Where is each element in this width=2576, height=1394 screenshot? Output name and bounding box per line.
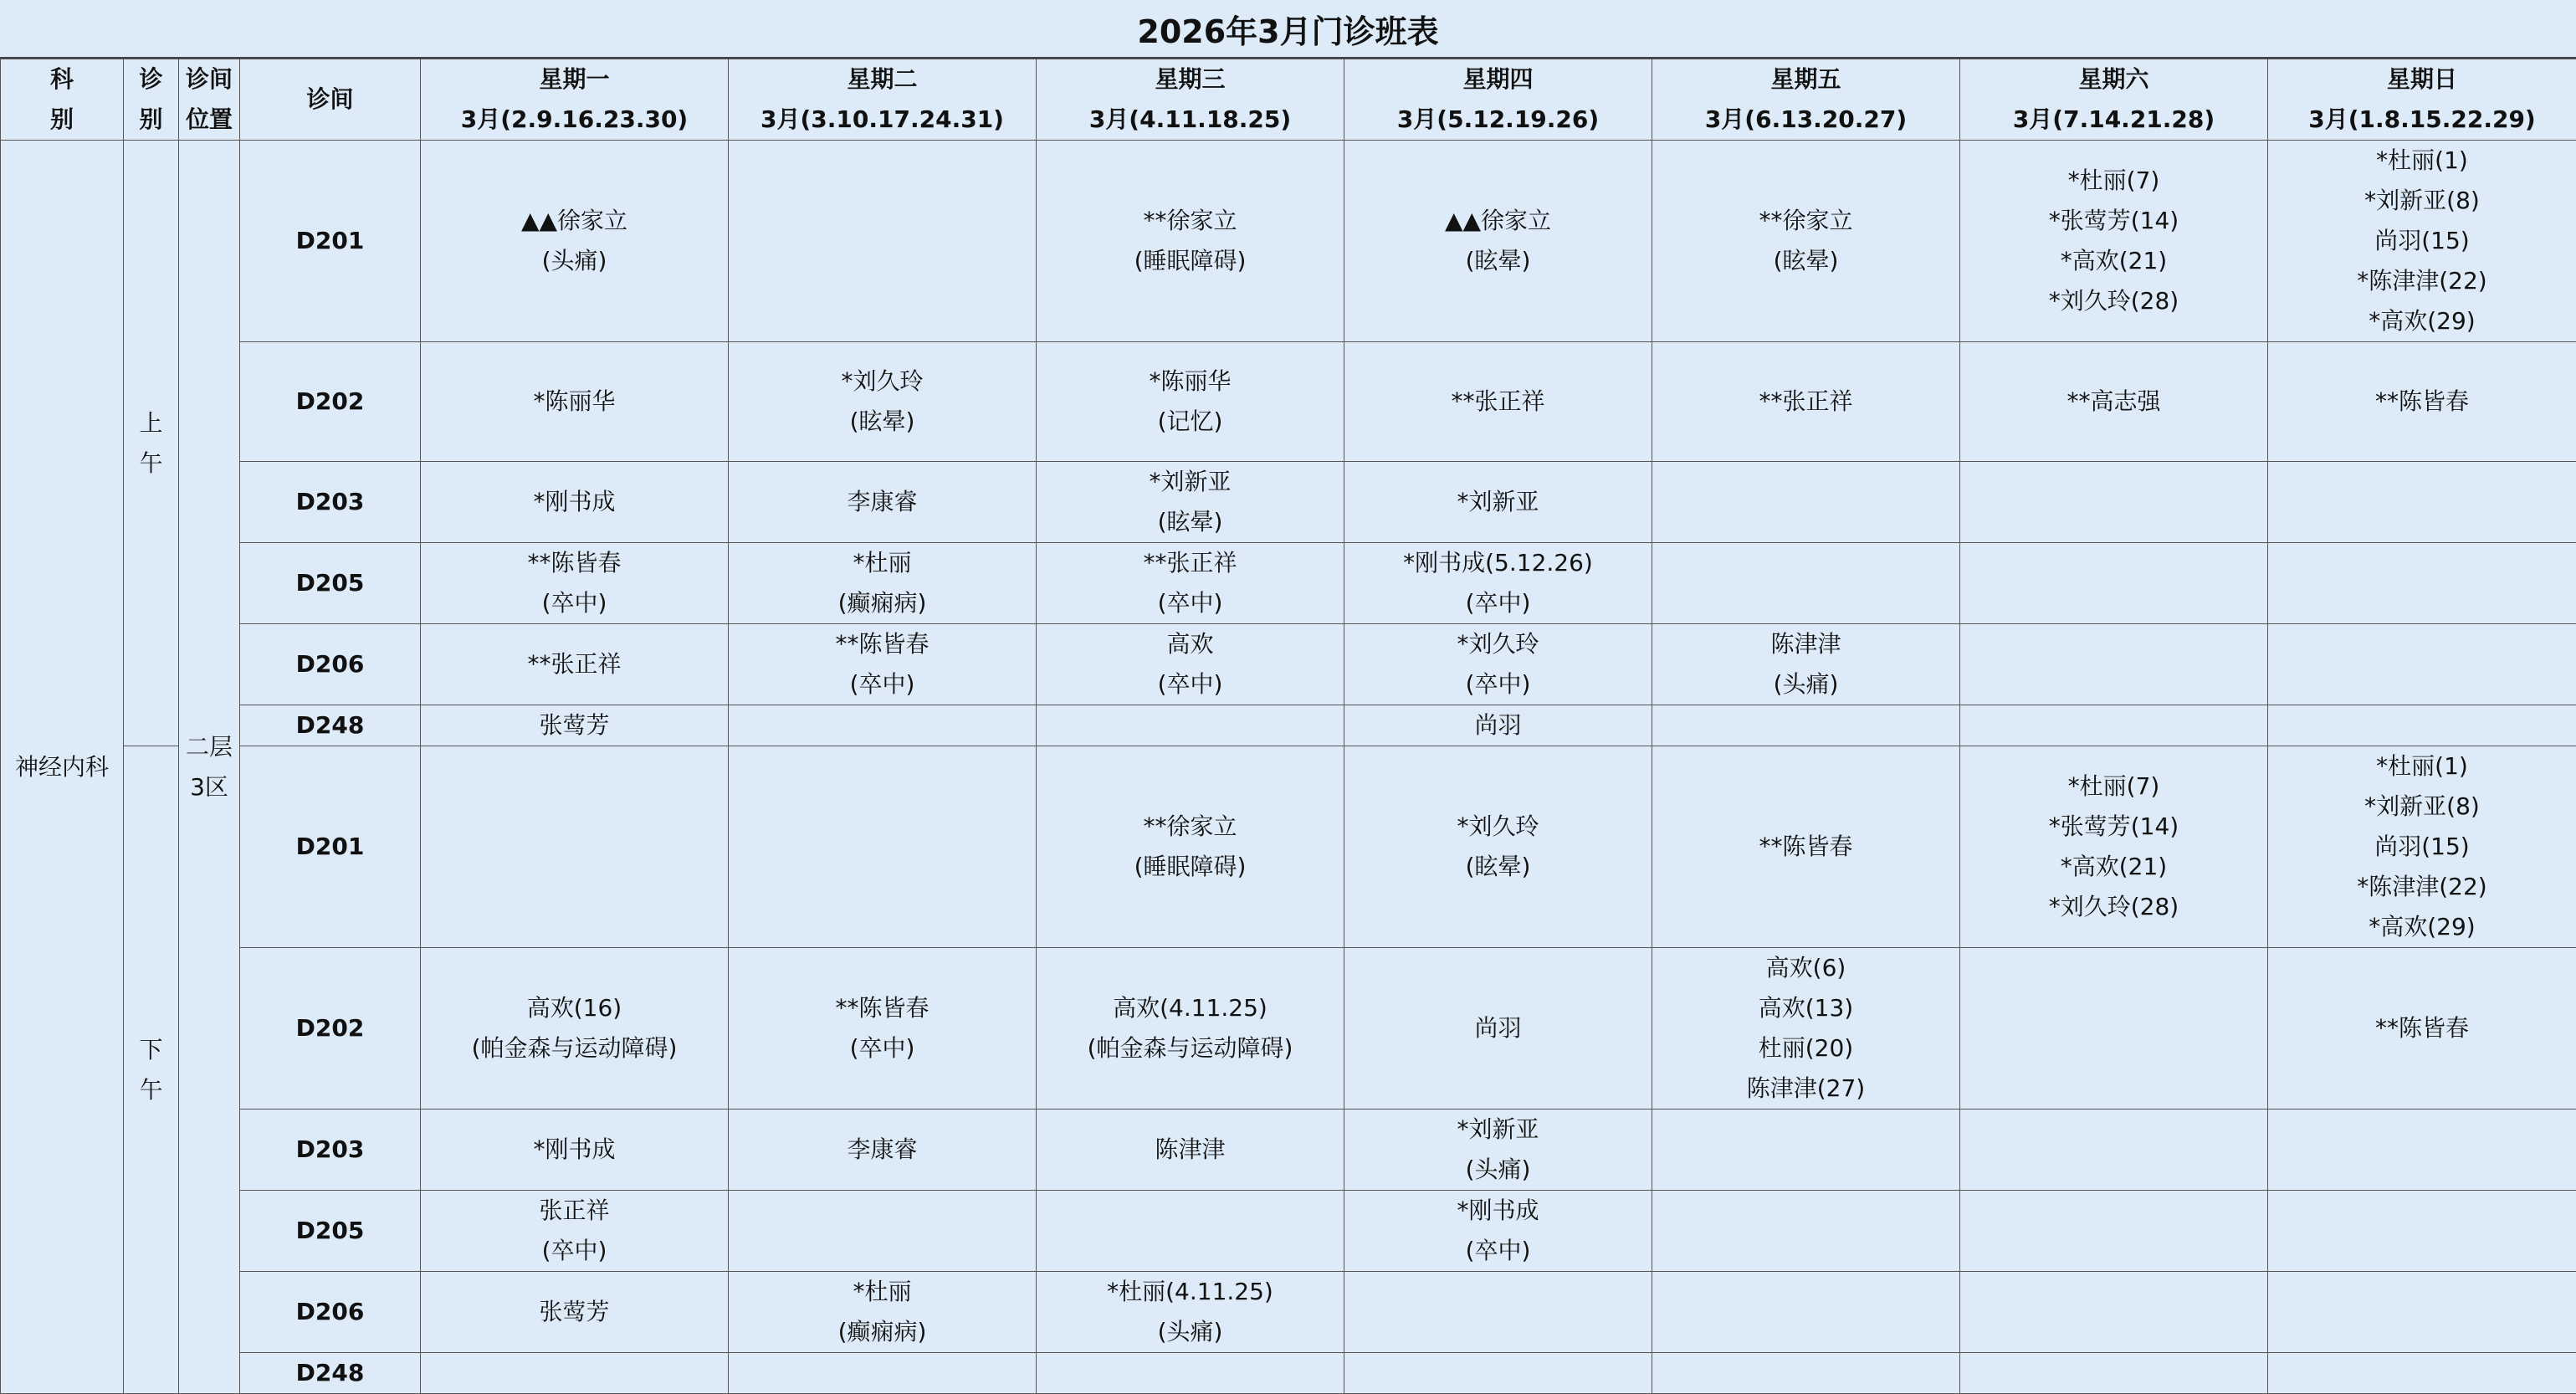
day-dates: 3月(4.11.18.25) [1037, 100, 1344, 140]
schedule-cell [2268, 948, 2576, 1110]
schedule-cell [1960, 1272, 2268, 1353]
header-day [1960, 59, 2268, 141]
cell-line: *刘新亚 [1037, 462, 1344, 502]
room-cell: D206 [240, 1272, 421, 1353]
day-name: 星期日 [2268, 59, 2576, 100]
cell-line: *刘久玲 [1344, 807, 1652, 847]
schedule-cell [421, 342, 729, 462]
cell-line: **张正祥 [1344, 382, 1652, 422]
schedule-cell [1652, 1191, 1960, 1272]
cell-line: (帕金森与运动障碍) [421, 1028, 728, 1069]
cell-line: (睡眠障碍) [1037, 847, 1344, 887]
schedule-cell [1652, 746, 1960, 948]
cell-line: (卒中) [1344, 583, 1652, 623]
room-cell: D205 [240, 543, 421, 624]
schedule-cell [421, 1272, 729, 1353]
header-day [2268, 59, 2576, 141]
schedule-cell [1652, 1272, 1960, 1353]
room-cell: D206 [240, 624, 421, 705]
table-row [1, 543, 2576, 624]
cell-line: (帕金森与运动障碍) [1037, 1028, 1344, 1069]
day-dates: 3月(2.9.16.23.30) [421, 100, 728, 140]
cell-line: *刘久玲(28) [1960, 887, 2267, 927]
schedule-cell [1960, 462, 2268, 543]
cell-line: (卒中) [1344, 1231, 1652, 1271]
schedule-cell [2268, 746, 2576, 948]
cell-line: *杜丽(7) [1960, 766, 2267, 807]
schedule-cell [1960, 1191, 2268, 1272]
cell-line: 尚羽 [1344, 705, 1652, 746]
cell-line: 高欢(6) [1652, 948, 1959, 988]
cell-line: *刘新亚 [1344, 1110, 1652, 1150]
day-name: 星期二 [729, 59, 1036, 100]
schedule-cell [1652, 705, 1960, 746]
cell-line: 诊间 [179, 59, 239, 100]
schedule-cell [1652, 1110, 1960, 1191]
cell-line: 李康睿 [729, 1130, 1036, 1170]
schedule-cell [421, 1353, 729, 1394]
cell-line: 午 [124, 443, 178, 484]
day-dates: 3月(6.13.20.27) [1652, 100, 1959, 140]
cell-line: **陈皆春 [421, 543, 728, 583]
cell-line: *高欢(29) [2268, 301, 2576, 341]
schedule-cell [1344, 342, 1652, 462]
cell-line: (卒中) [1344, 664, 1652, 705]
cell-line: **陈皆春 [729, 624, 1036, 664]
schedule-cell [729, 624, 1037, 705]
room-cell: D201 [240, 746, 421, 948]
schedule-cell [1652, 624, 1960, 705]
schedule-cell [1652, 141, 1960, 342]
schedule-cell [1960, 746, 2268, 948]
session-label [124, 746, 179, 1394]
schedule-cell [1960, 141, 2268, 342]
schedule-cell [421, 624, 729, 705]
cell-line: 张莺芳 [421, 1292, 728, 1332]
cell-line: **高志强 [1960, 382, 2267, 422]
cell-line: *刚书成(5.12.26) [1344, 543, 1652, 583]
schedule-cell [1037, 342, 1344, 462]
schedule-cell [1344, 948, 1652, 1110]
schedule-cell [1960, 342, 2268, 462]
room-cell: D203 [240, 1110, 421, 1191]
table-row [1, 624, 2576, 705]
cell-line: *杜丽 [729, 543, 1036, 583]
cell-line: 科 [1, 59, 123, 100]
header-day [1652, 59, 1960, 141]
schedule-cell [1344, 1110, 1652, 1191]
cell-line: 上 [124, 403, 178, 443]
cell-line: *陈丽华 [421, 382, 728, 422]
cell-line: (睡眠障碍) [1037, 241, 1344, 281]
schedule-cell [421, 705, 729, 746]
cell-line: *刘久玲 [729, 361, 1036, 402]
cell-line: (眩晕) [1344, 847, 1652, 887]
schedule-cell [2268, 705, 2576, 746]
cell-line: 位置 [179, 100, 239, 140]
table-row [1, 705, 2576, 746]
header-location [179, 59, 240, 141]
header-room: 诊间 [240, 59, 421, 141]
schedule-cell [1960, 948, 2268, 1110]
schedule-cell [729, 705, 1037, 746]
cell-line: *刘新亚(8) [2268, 787, 2576, 827]
table-row [1, 1353, 2576, 1394]
cell-line: **陈皆春 [1652, 827, 1959, 867]
schedule-cell [729, 141, 1037, 342]
cell-line: (头痛) [1652, 664, 1959, 705]
cell-line: *张莺芳(14) [1960, 807, 2267, 847]
schedule-cell [729, 948, 1037, 1110]
schedule-cell [421, 948, 729, 1110]
schedule-cell [2268, 342, 2576, 462]
cell-line: (卒中) [421, 1231, 728, 1271]
schedule-cell [1960, 705, 2268, 746]
schedule-cell [2268, 462, 2576, 543]
cell-line: *杜丽 [729, 1272, 1036, 1312]
cell-line: (卒中) [729, 664, 1036, 705]
cell-line: ▲▲徐家立 [1344, 201, 1652, 241]
cell-line: *刘久玲(28) [1960, 281, 2267, 321]
schedule-cell [421, 462, 729, 543]
header-row [1, 59, 2576, 141]
table-row [1, 1191, 2576, 1272]
schedule-cell [2268, 1110, 2576, 1191]
cell-line: **徐家立 [1037, 807, 1344, 847]
day-name: 星期六 [1960, 59, 2267, 100]
cell-line: *高欢(21) [1960, 241, 2267, 281]
cell-line: **张正祥 [1652, 382, 1959, 422]
cell-line: *杜丽(1) [2268, 746, 2576, 787]
schedule-cell [2268, 1191, 2576, 1272]
department-cell: 神经内科 [1, 141, 124, 1394]
room-cell: D248 [240, 705, 421, 746]
schedule-cell [1960, 543, 2268, 624]
cell-line: 下 [124, 1030, 178, 1070]
cell-line: *杜丽(1) [2268, 141, 2576, 181]
schedule-cell [729, 1272, 1037, 1353]
schedule-table [0, 59, 2576, 1394]
cell-line: 陈津津(27) [1652, 1069, 1959, 1109]
schedule-cell [1344, 624, 1652, 705]
schedule-cell [1344, 462, 1652, 543]
cell-line: (眩晕) [1037, 502, 1344, 542]
schedule-cell [421, 141, 729, 342]
cell-line: 诊 [124, 59, 178, 100]
cell-line: **陈皆春 [2268, 382, 2576, 422]
cell-line: (头痛) [421, 241, 728, 281]
room-cell: D205 [240, 1191, 421, 1272]
cell-line: 陈津津 [1037, 1130, 1344, 1170]
schedule-cell [1344, 705, 1652, 746]
schedule-cell [1037, 746, 1344, 948]
table-row [1, 1272, 2576, 1353]
day-name: 星期三 [1037, 59, 1344, 100]
cell-line: *杜丽(4.11.25) [1037, 1272, 1344, 1312]
schedule-cell [729, 543, 1037, 624]
schedule-cell [1037, 705, 1344, 746]
schedule-cell [729, 342, 1037, 462]
table-row [1, 342, 2576, 462]
header-dept [1, 59, 124, 141]
schedule-cell [1652, 342, 1960, 462]
day-dates: 3月(3.10.17.24.31) [729, 100, 1036, 140]
cell-line: 高欢(16) [421, 988, 728, 1028]
cell-line: *刚书成 [1344, 1191, 1652, 1231]
room-cell: D202 [240, 948, 421, 1110]
cell-line: (头痛) [1344, 1150, 1652, 1190]
cell-line: **陈皆春 [729, 988, 1036, 1028]
cell-line: 高欢(13) [1652, 988, 1959, 1028]
cell-line: **张正祥 [1037, 543, 1344, 583]
day-name: 星期一 [421, 59, 728, 100]
day-dates: 3月(7.14.21.28) [1960, 100, 2267, 140]
header-day [1037, 59, 1344, 141]
schedule-cell [1652, 1353, 1960, 1394]
cell-line: *陈津津(22) [2268, 261, 2576, 301]
schedule-cell [1037, 462, 1344, 543]
cell-line: (卒中) [729, 1028, 1036, 1069]
day-dates: 3月(1.8.15.22.29) [2268, 100, 2576, 140]
header-day [1344, 59, 1652, 141]
cell-line: **徐家立 [1652, 201, 1959, 241]
schedule-cell [1652, 462, 1960, 543]
day-name: 星期五 [1652, 59, 1959, 100]
day-dates: 3月(5.12.19.26) [1344, 100, 1652, 140]
cell-line: (眩晕) [1344, 241, 1652, 281]
cell-line: ▲▲徐家立 [421, 201, 728, 241]
schedule-cell [1037, 1272, 1344, 1353]
cell-line: **陈皆春 [2268, 1008, 2576, 1048]
day-name: 星期四 [1344, 59, 1652, 100]
schedule-cell [421, 1110, 729, 1191]
cell-line: 3区 [179, 767, 239, 807]
schedule-cell [421, 543, 729, 624]
schedule-cell [2268, 543, 2576, 624]
schedule-cell [1960, 1110, 2268, 1191]
schedule-cell [1344, 141, 1652, 342]
cell-line: *陈丽华 [1037, 361, 1344, 402]
schedule-cell [729, 1110, 1037, 1191]
cell-line: 尚羽(15) [2268, 827, 2576, 867]
cell-line: **张正祥 [421, 644, 728, 684]
cell-line: 午 [124, 1070, 178, 1110]
schedule-cell [421, 1191, 729, 1272]
schedule-cell [2268, 1353, 2576, 1394]
cell-line: *高欢(29) [2268, 907, 2576, 947]
cell-line: 陈津津 [1652, 624, 1959, 664]
schedule-cell [1344, 1353, 1652, 1394]
schedule-cell [1037, 1191, 1344, 1272]
cell-line: *高欢(21) [1960, 847, 2267, 887]
cell-line: (卒中) [421, 583, 728, 623]
session-label [124, 141, 179, 746]
cell-line: *刘新亚 [1344, 482, 1652, 522]
cell-line: **徐家立 [1037, 201, 1344, 241]
cell-line: 杜丽(20) [1652, 1028, 1959, 1069]
table-row [1, 141, 2576, 342]
schedule-cell [729, 1191, 1037, 1272]
schedule-cell [1344, 746, 1652, 948]
cell-line: *刚书成 [421, 1130, 728, 1170]
schedule-cell [1037, 1353, 1344, 1394]
table-row [1, 1110, 2576, 1191]
header-day [729, 59, 1037, 141]
schedule-cell [1037, 141, 1344, 342]
page-title: 2026年3月门诊班表 [0, 0, 2576, 59]
room-cell: D202 [240, 342, 421, 462]
schedule-cell [1960, 624, 2268, 705]
table-row [1, 948, 2576, 1110]
schedule-cell [1037, 624, 1344, 705]
schedule-cell [1344, 1272, 1652, 1353]
cell-line: (卒中) [1037, 664, 1344, 705]
cell-line: 尚羽(15) [2268, 221, 2576, 261]
cell-line: *陈津津(22) [2268, 867, 2576, 907]
schedule-cell [1344, 543, 1652, 624]
header-day [421, 59, 729, 141]
table-row [1, 746, 2576, 948]
cell-line: (记忆) [1037, 402, 1344, 442]
schedule-cell [2268, 624, 2576, 705]
location-cell [179, 141, 240, 1394]
cell-line: 别 [1, 100, 123, 140]
cell-line: *刘久玲 [1344, 624, 1652, 664]
schedule-cell [729, 462, 1037, 543]
cell-line: 二层 [179, 727, 239, 767]
cell-line: 李康睿 [729, 482, 1036, 522]
schedule-cell [2268, 1272, 2576, 1353]
cell-line: (癫痫病) [729, 1312, 1036, 1352]
header-session [124, 59, 179, 141]
cell-line: 张莺芳 [421, 705, 728, 746]
schedule-cell [729, 746, 1037, 948]
cell-line: (头痛) [1037, 1312, 1344, 1352]
schedule-cell [421, 746, 729, 948]
room-cell: D203 [240, 462, 421, 543]
cell-line: 高欢 [1037, 624, 1344, 664]
room-cell: D248 [240, 1353, 421, 1394]
cell-line: *张莺芳(14) [1960, 201, 2267, 241]
schedule-cell [1344, 1191, 1652, 1272]
room-cell: D201 [240, 141, 421, 342]
schedule-cell [1960, 1353, 2268, 1394]
schedule-cell [1652, 543, 1960, 624]
table-row [1, 462, 2576, 543]
schedule-cell [1652, 948, 1960, 1110]
cell-line: 别 [124, 100, 178, 140]
cell-line: (眩晕) [1652, 241, 1959, 281]
cell-line: *刚书成 [421, 482, 728, 522]
cell-line: (卒中) [1037, 583, 1344, 623]
schedule-cell [1037, 1110, 1344, 1191]
cell-line: (癫痫病) [729, 583, 1036, 623]
cell-line: (眩晕) [729, 402, 1036, 442]
cell-line: 高欢(4.11.25) [1037, 988, 1344, 1028]
cell-line: 张正祥 [421, 1191, 728, 1231]
cell-line: *刘新亚(8) [2268, 181, 2576, 221]
schedule-cell [2268, 141, 2576, 342]
cell-line: *杜丽(7) [1960, 161, 2267, 201]
schedule-cell [729, 1353, 1037, 1394]
schedule-cell [1037, 948, 1344, 1110]
cell-line: 尚羽 [1344, 1008, 1652, 1048]
schedule-cell [1037, 543, 1344, 624]
